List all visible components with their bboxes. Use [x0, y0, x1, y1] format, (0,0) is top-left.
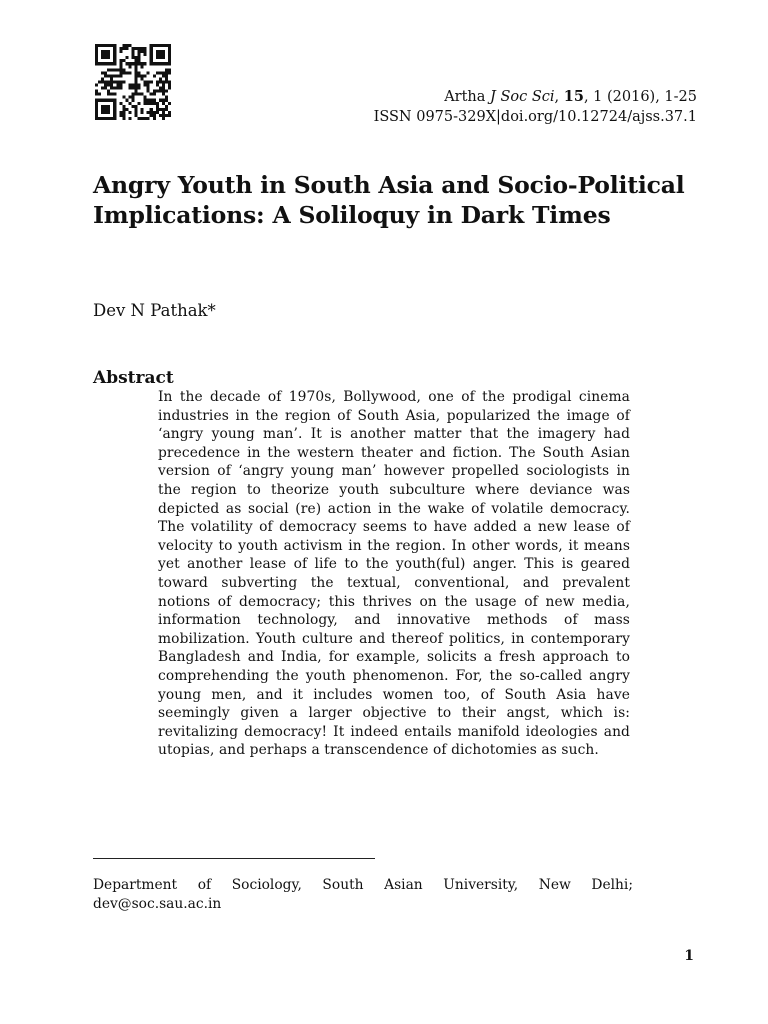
journal-volume-line: [374, 87, 697, 107]
issn-doi: ISSN 0975-329X|doi.org/10.12724/ajss.37.1: [373, 109, 697, 125]
volume-separator: ,: [554, 89, 564, 105]
qr-code-icon: [95, 44, 171, 120]
page-number: 1: [684, 948, 694, 964]
journal-name: Artha: [444, 89, 491, 105]
footnote-divider: [93, 858, 375, 859]
author-name: Dev N Pathak*: [93, 301, 216, 320]
abstract-heading: Abstract: [93, 368, 174, 388]
article-title: Angry Youth in South Asia and Socio-Political Implications: A Soliloquy in Dark Times: [93, 171, 685, 229]
volume-number: 15: [563, 88, 584, 105]
journal-citation: [374, 87, 697, 127]
issue-pages: , 1 (2016), 1-25: [583, 89, 697, 105]
author-affiliation-footnote: Department of Sociology, South Asian University, New Delhi; dev@soc.sau.ac.in: [93, 877, 633, 912]
journal-name-italic: J Soc Sci: [490, 89, 555, 105]
abstract-body: In the decade of 1970s, Bollywood, one of the prodigal cinema industries in the region of South Asia, popularized the image of ‘angry young man’. It is another matter that the imagery had precedence in the western theater and fiction. The South Asian version of ‘angry young man’ however propelled sociologists in the region to theorize youth subculture where deviance was depicted as social (re) action in the wake of volatile democracy. The volatility of democracy seems to have added a new lease of velocity to youth activism in the region. In other words, it means yet another lease of life to the youth(ful) anger. This is geared toward subverting the textual, conventional, and prevalent notions of democracy; this thrives on the usage of new media, information technology, and innovative methods of mass mobilization. Youth culture and thereof politics, in contemporary Bangladesh and India, for example, solicits a fresh approach to comprehending the youth phenomenon. For, the so-called angry young men, and it includes women too, of South Asia have seemingly given a larger objective to their angst, which is: revitalizing democracy! It indeed entails manifold ideologies and utopias, and perhaps a transcendence of dichotomies as such.: [158, 389, 630, 759]
